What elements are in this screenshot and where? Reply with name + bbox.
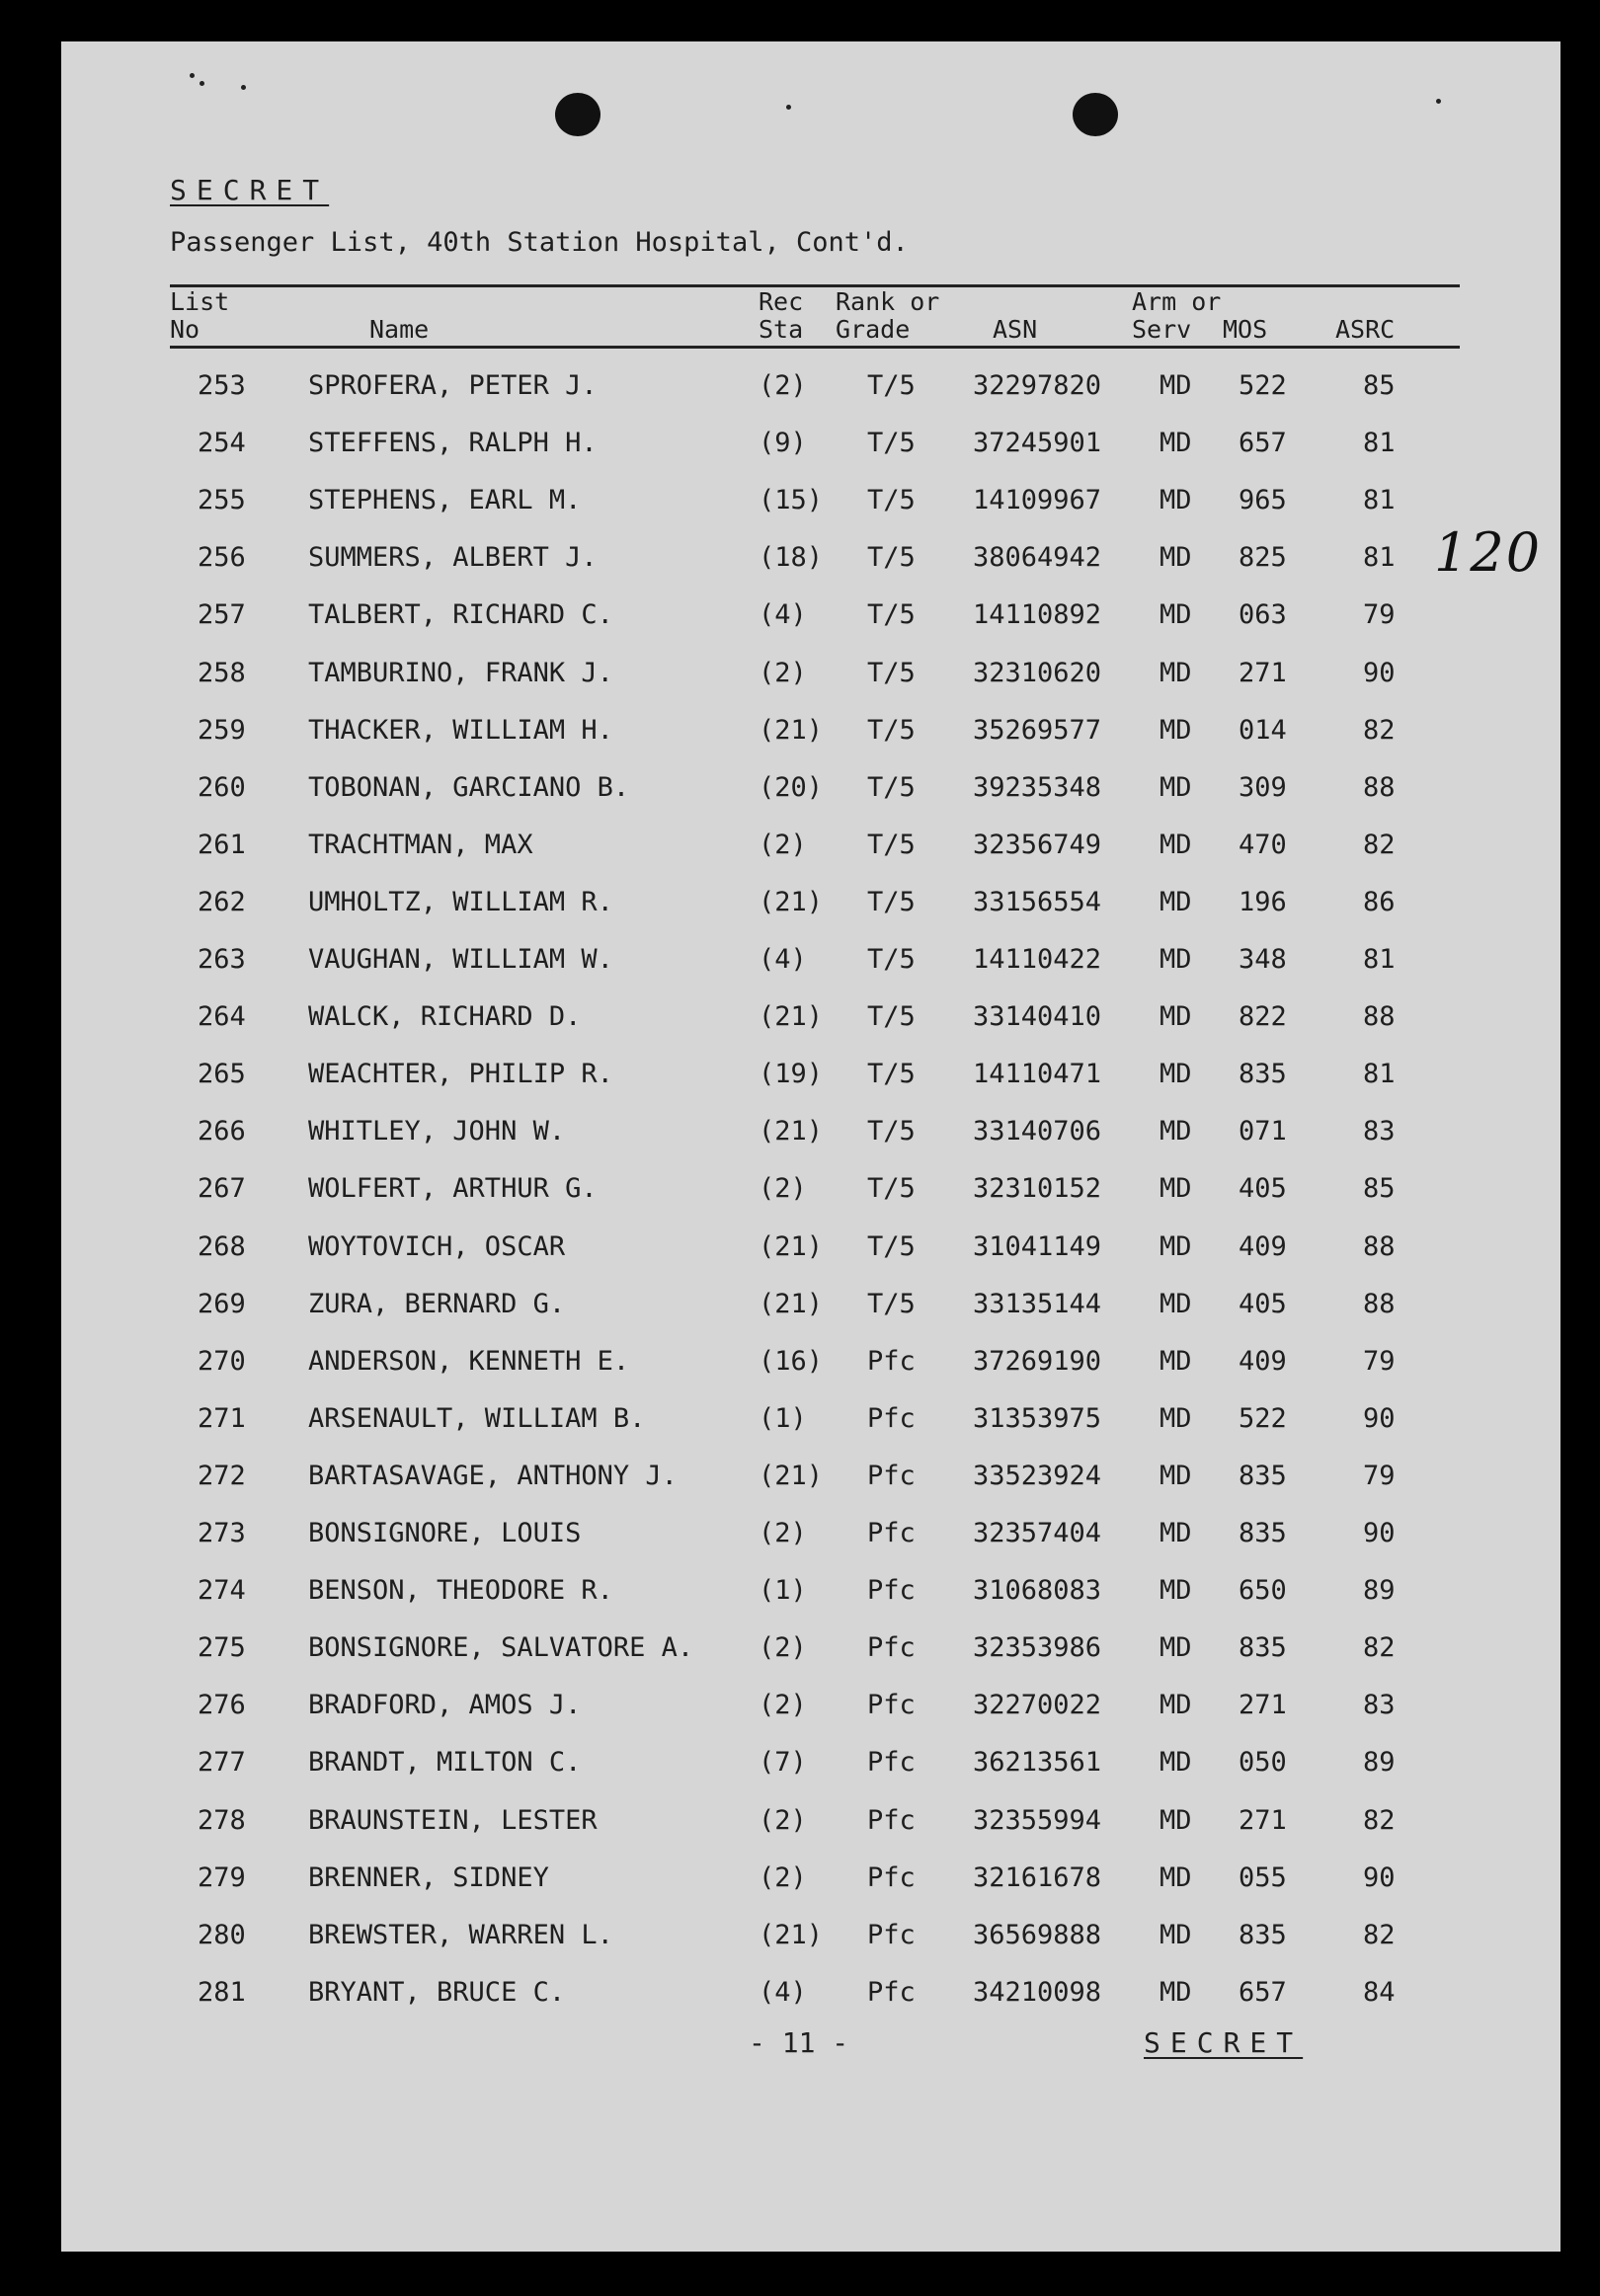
row-list-no: 275 (198, 1632, 246, 1663)
table-row (0, 659, 1600, 716)
row-arm: MD (1160, 1690, 1192, 1720)
col-header-arm: Arm or Serv (1132, 287, 1222, 344)
table-row (0, 1462, 1600, 1519)
row-rec-sta: (19) (759, 1059, 824, 1089)
row-asn: 39235348 (973, 772, 1102, 803)
table-row (0, 1748, 1600, 1805)
table-row (0, 1117, 1600, 1174)
row-asn: 33140410 (973, 1001, 1102, 1032)
row-name: TAMBURINO, FRANK J. (308, 658, 613, 688)
ink-speck (1436, 99, 1441, 104)
row-rec-sta: (15) (759, 485, 824, 515)
row-name: WOLFERT, ARTHUR G. (308, 1173, 598, 1204)
row-asrc: 79 (1363, 599, 1396, 630)
table-row (0, 1576, 1600, 1633)
row-list-no: 255 (198, 485, 246, 515)
row-list-no: 263 (198, 944, 246, 975)
row-arm: MD (1160, 658, 1192, 688)
row-list-no: 281 (198, 1977, 246, 2008)
row-list-no: 253 (198, 370, 246, 401)
row-name: THACKER, WILLIAM H. (308, 715, 613, 746)
row-rec-sta: (21) (759, 887, 824, 917)
row-rank: Pfc (867, 1575, 916, 1606)
row-asrc: 88 (1363, 1289, 1396, 1319)
row-arm: MD (1160, 1346, 1192, 1377)
row-asrc: 79 (1363, 1461, 1396, 1491)
row-arm: MD (1160, 370, 1192, 401)
row-list-no: 265 (198, 1059, 246, 1089)
row-mos: 822 (1239, 1001, 1287, 1032)
col-header-rec-sta: Rec Sta (759, 287, 804, 344)
row-asn: 33156554 (973, 887, 1102, 917)
row-rank: T/5 (867, 1231, 916, 1262)
table-row (0, 1519, 1600, 1576)
row-asn: 32161678 (973, 1862, 1102, 1893)
row-rec-sta: (2) (759, 1805, 807, 1836)
row-list-no: 273 (198, 1518, 246, 1548)
punch-hole (555, 93, 600, 136)
row-name: SPROFERA, PETER J. (308, 370, 598, 401)
row-asn: 32356749 (973, 830, 1102, 860)
row-mos: 348 (1239, 944, 1287, 975)
row-list-no: 269 (198, 1289, 246, 1319)
row-name: ZURA, BERNARD G. (308, 1289, 566, 1319)
row-name: WEACHTER, PHILIP R. (308, 1059, 613, 1089)
row-asn: 14110422 (973, 944, 1102, 975)
row-rank: T/5 (867, 715, 916, 746)
row-asn: 34210098 (973, 1977, 1102, 2008)
row-mos: 055 (1239, 1862, 1287, 1893)
row-asn: 33523924 (973, 1461, 1102, 1491)
row-asn: 14110892 (973, 599, 1102, 630)
row-list-no: 280 (198, 1920, 246, 1950)
row-rank: T/5 (867, 944, 916, 975)
col-header-asn: ASN (993, 315, 1038, 344)
row-asn: 36213561 (973, 1747, 1102, 1778)
row-asn: 33140706 (973, 1116, 1102, 1147)
row-asrc: 86 (1363, 887, 1396, 917)
row-list-no: 257 (198, 599, 246, 630)
row-mos: 650 (1239, 1575, 1287, 1606)
row-rank: T/5 (867, 428, 916, 458)
row-name: BRENNER, SIDNEY (308, 1862, 549, 1893)
row-asrc: 81 (1363, 1059, 1396, 1089)
col-header-list-no: List No (170, 287, 230, 344)
row-mos: 825 (1239, 542, 1287, 573)
row-arm: MD (1160, 1575, 1192, 1606)
table-row (0, 1633, 1600, 1691)
row-mos: 050 (1239, 1747, 1287, 1778)
row-list-no: 274 (198, 1575, 246, 1606)
header-top-rule (170, 284, 1460, 287)
row-rank: T/5 (867, 1173, 916, 1204)
table-row (0, 1347, 1600, 1404)
table-row (0, 600, 1600, 658)
row-asrc: 89 (1363, 1575, 1396, 1606)
row-asn: 32357404 (973, 1518, 1102, 1548)
row-name: STEPHENS, EARL M. (308, 485, 582, 515)
row-rank: T/5 (867, 1001, 916, 1032)
row-rec-sta: (7) (759, 1747, 807, 1778)
row-arm: MD (1160, 830, 1192, 860)
row-name: TALBERT, RICHARD C. (308, 599, 613, 630)
row-rank: Pfc (867, 1747, 916, 1778)
row-name: ANDERSON, KENNETH E. (308, 1346, 630, 1377)
row-rec-sta: (1) (759, 1575, 807, 1606)
ink-speck (200, 81, 204, 86)
table-row (0, 371, 1600, 429)
row-list-no: 267 (198, 1173, 246, 1204)
row-rank: T/5 (867, 1059, 916, 1089)
row-mos: 271 (1239, 658, 1287, 688)
row-rank: Pfc (867, 1690, 916, 1720)
row-name: STEFFENS, RALPH H. (308, 428, 598, 458)
row-name: BARTASAVAGE, ANTHONY J. (308, 1461, 678, 1491)
row-asrc: 82 (1363, 1805, 1396, 1836)
classification-header: SECRET (170, 174, 330, 206)
punch-hole (1073, 93, 1118, 136)
row-arm: MD (1160, 887, 1192, 917)
row-name: BONSIGNORE, SALVATORE A. (308, 1632, 694, 1663)
table-row (0, 1806, 1600, 1863)
row-arm: MD (1160, 1632, 1192, 1663)
row-rec-sta: (18) (759, 542, 824, 573)
row-rec-sta: (16) (759, 1346, 824, 1377)
table-row (0, 1060, 1600, 1117)
row-arm: MD (1160, 1747, 1192, 1778)
row-arm: MD (1160, 1116, 1192, 1147)
row-list-no: 264 (198, 1001, 246, 1032)
row-mos: 657 (1239, 1977, 1287, 2008)
row-name: BENSON, THEODORE R. (308, 1575, 613, 1606)
row-list-no: 268 (198, 1231, 246, 1262)
row-arm: MD (1160, 485, 1192, 515)
row-asrc: 88 (1363, 772, 1396, 803)
row-list-no: 272 (198, 1461, 246, 1491)
row-mos: 835 (1239, 1059, 1287, 1089)
row-asrc: 84 (1363, 1977, 1396, 2008)
page-number: - 11 - (749, 2026, 849, 2059)
row-rank: Pfc (867, 1346, 916, 1377)
row-rank: Pfc (867, 1403, 916, 1434)
row-name: ARSENAULT, WILLIAM B. (308, 1403, 646, 1434)
ink-speck (190, 73, 195, 78)
table-row (0, 1290, 1600, 1347)
row-mos: 835 (1239, 1461, 1287, 1491)
row-name: VAUGHAN, WILLIAM W. (308, 944, 613, 975)
row-arm: MD (1160, 599, 1192, 630)
col-header-rank: Rank or Grade (836, 287, 940, 344)
row-mos: 835 (1239, 1920, 1287, 1950)
row-mos: 522 (1239, 1403, 1287, 1434)
row-mos: 835 (1239, 1518, 1287, 1548)
row-name: WOYTOVICH, OSCAR (308, 1231, 566, 1262)
row-mos: 657 (1239, 428, 1287, 458)
row-asn: 14109967 (973, 485, 1102, 515)
row-name: TRACHTMAN, MAX (308, 830, 533, 860)
row-asn: 31353975 (973, 1403, 1102, 1434)
table-row (0, 1174, 1600, 1231)
row-list-no: 260 (198, 772, 246, 803)
row-arm: MD (1160, 1977, 1192, 2008)
row-list-no: 278 (198, 1805, 246, 1836)
row-asrc: 79 (1363, 1346, 1396, 1377)
row-arm: MD (1160, 1805, 1192, 1836)
row-name: UMHOLTZ, WILLIAM R. (308, 887, 613, 917)
row-arm: MD (1160, 1231, 1192, 1262)
table-row (0, 486, 1600, 543)
row-rec-sta: (2) (759, 1173, 807, 1204)
row-rank: Pfc (867, 1518, 916, 1548)
col-header-asrc: ASRC (1335, 315, 1396, 344)
row-rank: T/5 (867, 658, 916, 688)
row-rec-sta: (2) (759, 658, 807, 688)
row-asrc: 81 (1363, 428, 1396, 458)
row-asrc: 88 (1363, 1001, 1396, 1032)
row-rank: T/5 (867, 830, 916, 860)
row-mos: 309 (1239, 772, 1287, 803)
row-asrc: 82 (1363, 1920, 1396, 1950)
row-name: BRANDT, MILTON C. (308, 1747, 582, 1778)
row-rec-sta: (21) (759, 1289, 824, 1319)
row-asrc: 85 (1363, 1173, 1396, 1204)
row-asrc: 82 (1363, 715, 1396, 746)
row-asn: 32297820 (973, 370, 1102, 401)
row-name: BONSIGNORE, LOUIS (308, 1518, 582, 1548)
row-mos: 271 (1239, 1690, 1287, 1720)
row-asn: 37269190 (973, 1346, 1102, 1377)
row-rec-sta: (20) (759, 772, 824, 803)
row-arm: MD (1160, 542, 1192, 573)
row-mos: 409 (1239, 1346, 1287, 1377)
row-mos: 271 (1239, 1805, 1287, 1836)
row-name: BRYANT, BRUCE C. (308, 1977, 566, 2008)
row-arm: MD (1160, 944, 1192, 975)
row-name: TOBONAN, GARCIANO B. (308, 772, 630, 803)
row-arm: MD (1160, 1461, 1192, 1491)
row-name: WALCK, RICHARD D. (308, 1001, 582, 1032)
row-arm: MD (1160, 428, 1192, 458)
row-list-no: 258 (198, 658, 246, 688)
row-asrc: 82 (1363, 1632, 1396, 1663)
row-asrc: 88 (1363, 1231, 1396, 1262)
row-rec-sta: (2) (759, 1690, 807, 1720)
row-name: BREWSTER, WARREN L. (308, 1920, 613, 1950)
row-arm: MD (1160, 1289, 1192, 1319)
row-mos: 063 (1239, 599, 1287, 630)
row-list-no: 256 (198, 542, 246, 573)
header-bottom-rule (170, 346, 1460, 349)
row-asn: 32310152 (973, 1173, 1102, 1204)
row-mos: 835 (1239, 1632, 1287, 1663)
row-list-no: 271 (198, 1403, 246, 1434)
row-list-no: 277 (198, 1747, 246, 1778)
row-rec-sta: (1) (759, 1403, 807, 1434)
table-row (0, 831, 1600, 888)
classification-footer: SECRET (1144, 2026, 1304, 2059)
row-asn: 37245901 (973, 428, 1102, 458)
row-name: BRAUNSTEIN, LESTER (308, 1805, 598, 1836)
row-list-no: 262 (198, 887, 246, 917)
row-asn: 31068083 (973, 1575, 1102, 1606)
row-list-no: 261 (198, 830, 246, 860)
row-rec-sta: (21) (759, 1920, 824, 1950)
row-name: WHITLEY, JOHN W. (308, 1116, 566, 1147)
row-rank: T/5 (867, 599, 916, 630)
table-row (0, 945, 1600, 1002)
table-row (0, 888, 1600, 945)
handwritten-annotation: 120 (1434, 521, 1543, 584)
col-header-mos: MOS (1223, 315, 1268, 344)
row-arm: MD (1160, 1920, 1192, 1950)
row-asn: 14110471 (973, 1059, 1102, 1089)
row-rank: Pfc (867, 1632, 916, 1663)
row-rec-sta: (2) (759, 1632, 807, 1663)
row-rec-sta: (2) (759, 1518, 807, 1548)
row-asrc: 85 (1363, 370, 1396, 401)
row-asn: 38064942 (973, 542, 1102, 573)
row-asrc: 81 (1363, 542, 1396, 573)
row-asn: 36569888 (973, 1920, 1102, 1950)
row-rec-sta: (21) (759, 1001, 824, 1032)
table-row (0, 1404, 1600, 1462)
row-mos: 405 (1239, 1289, 1287, 1319)
row-arm: MD (1160, 772, 1192, 803)
row-mos: 071 (1239, 1116, 1287, 1147)
row-asn: 32270022 (973, 1690, 1102, 1720)
row-list-no: 254 (198, 428, 246, 458)
row-rank: Pfc (867, 1461, 916, 1491)
table-row (0, 716, 1600, 773)
row-arm: MD (1160, 1403, 1192, 1434)
row-rec-sta: (21) (759, 1116, 824, 1147)
row-rank: T/5 (867, 887, 916, 917)
row-asrc: 90 (1363, 1518, 1396, 1548)
row-rec-sta: (2) (759, 370, 807, 401)
row-asrc: 90 (1363, 1862, 1396, 1893)
table-row (0, 429, 1600, 486)
table-row (0, 1691, 1600, 1748)
row-mos: 014 (1239, 715, 1287, 746)
row-rank: Pfc (867, 1862, 916, 1893)
row-rank: T/5 (867, 542, 916, 573)
table-row (0, 543, 1600, 600)
table-row (0, 1002, 1600, 1060)
row-asrc: 81 (1363, 944, 1396, 975)
row-asrc: 81 (1363, 485, 1396, 515)
row-list-no: 279 (198, 1862, 246, 1893)
row-rank: T/5 (867, 485, 916, 515)
row-list-no: 266 (198, 1116, 246, 1147)
row-rank: T/5 (867, 1289, 916, 1319)
row-rec-sta: (21) (759, 1231, 824, 1262)
row-asn: 32310620 (973, 658, 1102, 688)
row-rank: T/5 (867, 370, 916, 401)
row-asn: 32353986 (973, 1632, 1102, 1663)
row-asrc: 83 (1363, 1116, 1396, 1147)
ink-speck (241, 85, 246, 90)
row-rank: T/5 (867, 772, 916, 803)
row-asrc: 89 (1363, 1747, 1396, 1778)
row-rec-sta: (2) (759, 830, 807, 860)
row-rec-sta: (21) (759, 715, 824, 746)
row-mos: 405 (1239, 1173, 1287, 1204)
row-asn: 35269577 (973, 715, 1102, 746)
row-rec-sta: (4) (759, 599, 807, 630)
table-row (0, 773, 1600, 831)
table-row (0, 1921, 1600, 1978)
row-rec-sta: (2) (759, 1862, 807, 1893)
row-rec-sta: (4) (759, 1977, 807, 2008)
row-rec-sta: (21) (759, 1461, 824, 1491)
row-name: SUMMERS, ALBERT J. (308, 542, 598, 573)
row-mos: 196 (1239, 887, 1287, 917)
row-mos: 470 (1239, 830, 1287, 860)
row-name: BRADFORD, AMOS J. (308, 1690, 582, 1720)
row-asrc: 90 (1363, 1403, 1396, 1434)
row-list-no: 276 (198, 1690, 246, 1720)
row-list-no: 270 (198, 1346, 246, 1377)
row-mos: 409 (1239, 1231, 1287, 1262)
row-mos: 965 (1239, 485, 1287, 515)
row-arm: MD (1160, 1173, 1192, 1204)
col-header-name: Name (369, 315, 430, 344)
row-arm: MD (1160, 1862, 1192, 1893)
row-list-no: 259 (198, 715, 246, 746)
row-rank: T/5 (867, 1116, 916, 1147)
row-rank: Pfc (867, 1920, 916, 1950)
row-asn: 33135144 (973, 1289, 1102, 1319)
row-asn: 31041149 (973, 1231, 1102, 1262)
table-row (0, 1232, 1600, 1290)
row-asn: 32355994 (973, 1805, 1102, 1836)
row-arm: MD (1160, 1001, 1192, 1032)
row-asrc: 83 (1363, 1690, 1396, 1720)
row-arm: MD (1160, 1059, 1192, 1089)
row-asrc: 90 (1363, 658, 1396, 688)
row-arm: MD (1160, 715, 1192, 746)
document-subtitle: Passenger List, 40th Station Hospital, Cont'd. (170, 227, 909, 258)
row-rec-sta: (4) (759, 944, 807, 975)
ink-speck (786, 105, 791, 110)
row-rank: Pfc (867, 1805, 916, 1836)
row-mos: 522 (1239, 370, 1287, 401)
row-rec-sta: (9) (759, 428, 807, 458)
row-rank: Pfc (867, 1977, 916, 2008)
table-row (0, 1863, 1600, 1921)
row-arm: MD (1160, 1518, 1192, 1548)
row-asrc: 82 (1363, 830, 1396, 860)
